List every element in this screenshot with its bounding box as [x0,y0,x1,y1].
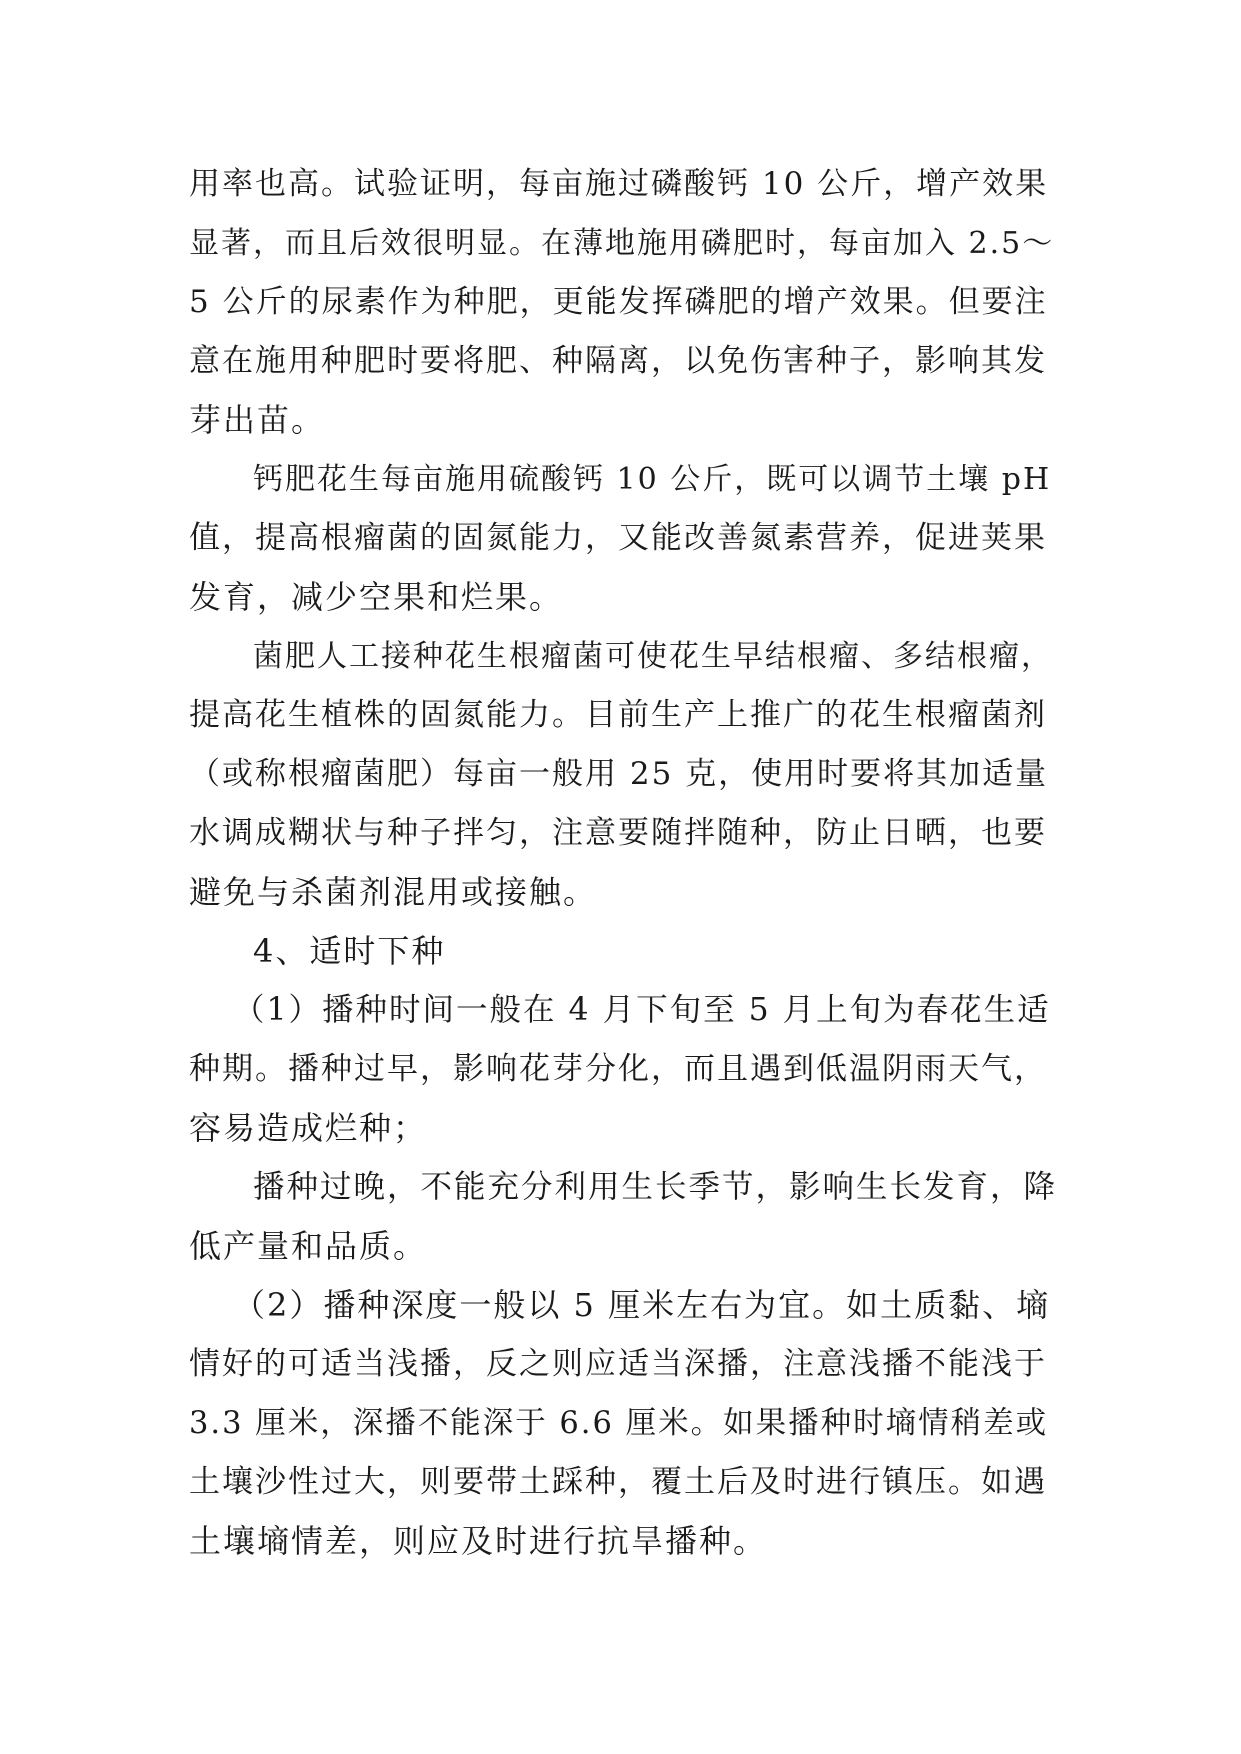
text-line: 容易造成烂种； [189,1109,428,1147]
text-line: 用率也高。试验证明，每亩施过磷酸钙 10 公斤，增产效果 [189,166,1049,202]
paragraph-start-line: 钙肥花生每亩施用硫酸钙 10 公斤，既可以调节土壤 pH [253,462,1052,497]
text-line: 值，提高根瘤菌的固氮能力，又能改善氮素营养，促进荚果 [189,520,1047,556]
text-line: 发育，减少空果和烂果。 [189,578,564,616]
text-line: 低产量和品质。 [189,1227,428,1265]
paragraph-start-line: （2）播种深度一般以 5 厘米左右为宜。如土质黏、墒 [233,1286,1051,1324]
paragraph-start-line: 菌肥人工接种花生根瘤菌可使花生早结根瘤、多结根瘤， [253,639,1053,674]
text-line: 土壤墒情差，则应及时进行抗旱播种。 [189,1522,768,1560]
text-line: 芽出苗。 [189,401,326,439]
text-line: 显著，而且后效很明显。在薄地施用磷肥时，每亩加入 2.5～ [189,226,1055,261]
text-line: 情好的可适当浅播，反之则应适当深播，注意浅播不能浅于 [189,1346,1047,1382]
paragraph-start-line: （1）播种时间一般在 4 月下旬至 5 月上旬为春花生适 [233,992,1051,1028]
text-line: 提高花生植株的固氮能力。目前生产上推广的花生根瘤菌剂 [189,697,1047,733]
text-line: 避免与杀菌剂混用或接触。 [189,873,598,911]
text-line: 5 公斤的尿素作为种肥，更能发挥磷肥的增产效果。但要注 [189,284,1048,320]
text-line: 水调成糊状与种子拌匀，注意要随拌随种，防止日晒，也要 [189,815,1047,851]
text-line: 土壤沙性过大，则要带土踩种，覆土后及时进行镇压。如遇 [189,1464,1047,1500]
body-text [189,155,1059,1571]
text-line: （或称根瘤菌肥）每亩一般用 25 克，使用时要将其加适量 [189,756,1049,792]
paragraph-start-line: 播种过晚，不能充分利用生长季节，影响生长发育，降 [253,1169,1058,1205]
text-line: 意在施用种肥时要将肥、种隔离，以免伤害种子，影响其发 [189,343,1047,379]
text-line: 种期。播种过早，影响花芽分化，而且遇到低温阴雨天气， [189,1051,1047,1087]
section-heading: 4、适时下种 [253,932,446,970]
text-line: 3.3 厘米，深播不能深于 6.6 厘米。如果播种时墒情稍差或 [189,1406,1049,1441]
